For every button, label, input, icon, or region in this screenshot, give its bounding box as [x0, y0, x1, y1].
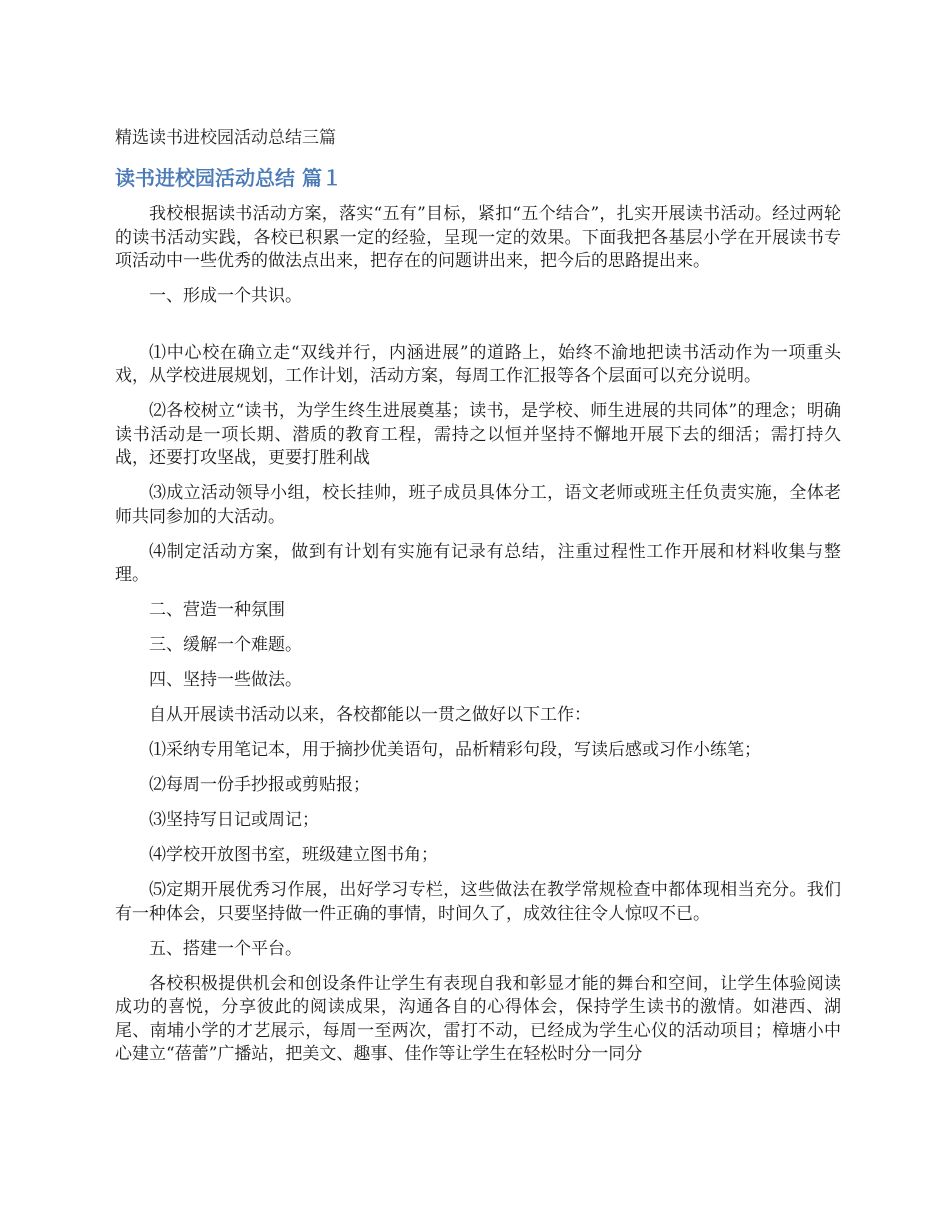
paragraph-heading-5: 五、搭建一个平台。: [149, 938, 302, 959]
paragraph-item: ⑴中心校在确立走“双线并行，内涵进展”的道路上，始终不渝地把读书活动作为一项重头戏，从学校进展规划，工作计划，活动方案，每周工作汇报等各个层面可以充分说明。: [115, 342, 841, 386]
paragraph-heading-4: 四、坚持一些做法。: [149, 670, 302, 690]
paragraph-text: 自从开展读书活动以来，各校都能以一贯之做好以下工作：: [149, 705, 591, 725]
paragraph-text: 各校积极提供机会和创设条件让学生有表现自我和彰显才能的舞台和空间，让学生体验阅读成功的喜悦，分享彼此的阅读成果，沟通各自的心得体会，保持学生读书的激情。如港西、湖尾、南埔小学的才艺展示，每周一至两次，雷打不动，已经成为学生心仪的活动项目；樟塘小中心建立“蓓蕾”广播站，把美文、趣事、佳作等让学生在轻松时分一同分: [115, 973, 841, 1064]
document-title: 精选读书进校园活动总结三篇: [115, 128, 336, 148]
paragraph-heading-1: 一、形成一个共识。: [149, 286, 302, 306]
paragraph-intro: 我校根据读书活动方案，落实“五有”目标，紧扣“五个结合”，扎实开展读书活动。经过两轮的读书活动实践，各校已积累一定的经验，呈现一定的效果。下面我把各基层小学在开展读书专项活动中一些优秀的做法点出来，把存在的问题讲出来，把今后的思路提出来。: [115, 204, 841, 271]
paragraph-item: ⑵每周一份手抄报或剪贴报；: [149, 775, 370, 795]
section-heading: 读书进校园活动总结 篇１: [115, 166, 342, 190]
paragraph-item: ⑶坚持写日记或周记；: [149, 810, 319, 830]
paragraph-item: ⑷制定活动方案，做到有计划有实施有记录有总结，注重过程性工作开展和材料收集与整理。: [115, 541, 841, 585]
paragraph-item: ⑶成立活动领导小组，校长挂帅，班子成员具体分工，语文老师或班主任负责实施，全体老师共同参加的大活动。: [115, 483, 841, 527]
paragraph-heading-2: 二、营造一种氛围: [149, 600, 285, 620]
paragraph-item: ⑵各校树立“读书，为学生终生进展奠基；读书，是学校、师生进展的共同体”的理念；明确读书活动是一项长期、潜质的教育工程，需持之以恒并坚持不懈地开展下去的细活；需打持久战，还要打攻坚战，更要打胜利战: [115, 401, 841, 468]
paragraph-item: ⑸定期开展优秀习作展，出好学习专栏，这些做法在教学常规检查中都体现相当充分。我们有一种体会，只要坚持做一件正确的事情，时间久了，成效往往令人惊叹不已。: [115, 880, 841, 924]
paragraph-heading-3: 三、缓解一个难题。: [149, 635, 302, 655]
paragraph-item: ⑷学校开放图书室，班级建立图书角；: [149, 845, 438, 865]
paragraph-item: ⑴采纳专用笔记本，用于摘抄优美语句，品析精彩句段，写读后感或习作小练笔；: [149, 740, 761, 760]
document-body: [115, 203, 841, 1078]
